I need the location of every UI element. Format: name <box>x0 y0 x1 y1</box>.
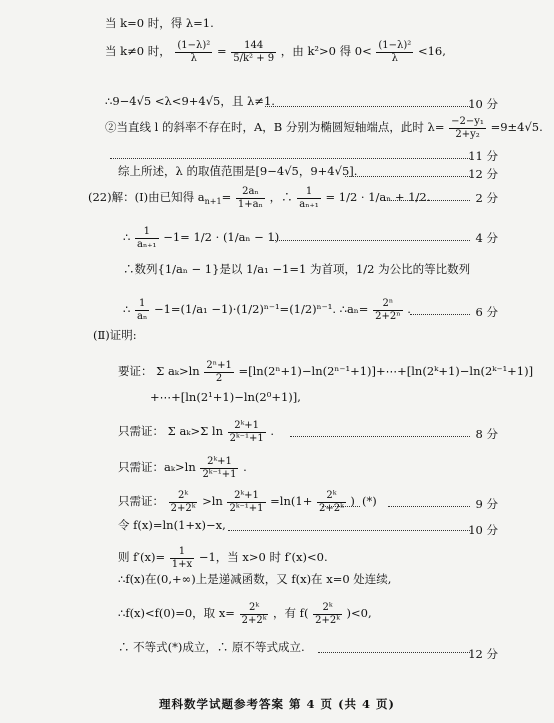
numerator: 2ᵏ <box>313 602 342 615</box>
footer-total: (共 4 页) <box>338 697 395 711</box>
numerator: 144 <box>231 40 276 53</box>
numerator: 1 <box>135 226 159 239</box>
line-slope-undefined <box>105 116 543 140</box>
text: >ln <box>202 494 223 508</box>
denominator: λ <box>391 52 399 64</box>
text: <16, <box>417 44 446 58</box>
numerator: 1 <box>135 298 149 311</box>
denominator: λ <box>190 52 197 64</box>
text: 当 k≠0 时， <box>105 44 171 58</box>
numerator: 2aₙ <box>236 186 265 199</box>
line-k-nonzero <box>105 40 446 64</box>
text: 1/2 · 1/aₙ + 1/2. <box>338 190 431 204</box>
score-2: 2 分 <box>475 191 498 205</box>
subscript: n+1 <box>204 197 222 206</box>
text: 则 f′(x)= <box>118 550 166 564</box>
line-to-prove <box>118 360 533 384</box>
footer-page: 第 4 页 <box>289 697 334 711</box>
leader-dots <box>318 652 470 653</box>
text: =9±4√5. <box>490 120 543 134</box>
score-4: 4 分 <box>475 231 498 245</box>
line-need-prove-3 <box>118 490 355 514</box>
numerator: 1 <box>170 546 194 559</box>
fraction <box>376 40 413 64</box>
numerator: 2ᵏ <box>317 490 346 503</box>
fraction <box>175 40 212 64</box>
score-12: 12 分 <box>468 167 498 181</box>
text: =[ln(2ⁿ+1)−ln(2ⁿ⁻¹+1)]+⋯+[ln(2ᵏ+1)−ln(2ᵏ⁻¹+1)] <box>238 364 534 378</box>
denominator: 2+2ᵏ <box>241 614 267 626</box>
score-9: 9 分 <box>475 497 498 511</box>
text: ，∴ <box>269 190 293 204</box>
denominator: 1+aₙ <box>237 198 263 210</box>
fraction <box>227 490 265 514</box>
text: (22)解：(Ⅰ)由已知得 a <box>88 190 205 204</box>
line-final: ∴ 不等式(*)成立，∴ 原不等式成立. <box>118 640 305 654</box>
text: = <box>221 190 232 204</box>
leader-dots <box>385 200 470 201</box>
numerator: 2ⁿ+1 <box>206 360 232 371</box>
text: −1=(1/a₁ −1)·(1/2)ⁿ⁻¹=(1/2)ⁿ⁻¹. ∴aₙ= <box>153 302 369 316</box>
denominator: aₙ₊₁ <box>136 238 157 250</box>
text: 只需证： <box>118 494 164 508</box>
denominator: 2 <box>215 372 223 384</box>
line-part-2: (Ⅱ)证明: <box>93 328 137 342</box>
fraction <box>169 490 198 514</box>
leader-dots <box>110 158 470 159</box>
denominator: 5/k² + 9 <box>233 52 275 64</box>
fraction <box>373 298 402 322</box>
score-10: 10 分 <box>468 97 498 111</box>
numerator: 2ⁿ <box>373 298 402 311</box>
text: ) <box>350 494 355 508</box>
text: ∴f(x)<f(0)=0，取 x= <box>118 606 235 620</box>
leader-dots <box>388 506 470 507</box>
text: = <box>216 44 227 58</box>
score-8: 8 分 <box>475 427 498 441</box>
line-k-zero: 当 k=0 时，得 λ=1. <box>105 16 214 30</box>
line-need-prove-2 <box>118 456 247 480</box>
text: 只需证： <box>118 424 164 438</box>
text: ，由 k²>0 得 0< <box>280 44 372 58</box>
text: ②当直线 l 的斜率不存在时，A，B 分别为椭圆短轴端点，此时 λ= <box>105 120 445 134</box>
denominator: 1+x <box>171 558 193 570</box>
line-conclusion: 综上所述，λ 的取值范围是[9−4√5，9+4√5]. <box>118 164 358 178</box>
text: . <box>270 424 275 438</box>
denominator: 2+2ⁿ <box>375 310 401 322</box>
sum-expression: Σ aₖ>ln <box>156 364 200 378</box>
denominator: 2+2ᵏ <box>315 614 340 626</box>
fraction <box>135 298 149 322</box>
line-general-term <box>123 298 411 322</box>
star-tag: (*) <box>362 494 377 508</box>
text: = <box>325 190 336 204</box>
fraction <box>204 360 233 384</box>
numerator: 2ᵏ <box>240 602 269 615</box>
fraction <box>236 186 265 210</box>
score-6: 6 分 <box>475 305 498 319</box>
text: ∴ <box>123 302 131 316</box>
denominator: aₙ <box>136 310 148 322</box>
fraction <box>228 420 266 444</box>
fraction <box>135 226 159 250</box>
numerator: (1−λ)² <box>378 40 412 51</box>
text: 只需证：aₖ>ln <box>118 460 196 474</box>
numerator: 1 <box>297 186 321 199</box>
text: ∴ <box>123 230 131 244</box>
denominator: 2+2ᵏ <box>170 502 196 514</box>
denominator: 2ᵏ⁻¹+1 <box>229 502 264 514</box>
fraction <box>231 40 276 64</box>
text: 1/2 · (1/aₙ − 1) <box>193 230 280 244</box>
denominator: aₙ₊₁ <box>299 198 319 210</box>
line-telescoping: +⋯+[ln(2¹+1)−ln(2⁰+1)], <box>150 390 301 404</box>
numerator: −2−y₁ <box>451 116 484 127</box>
line-recurrence <box>123 226 279 250</box>
leader-dots <box>228 530 470 531</box>
leader-dots <box>410 314 470 315</box>
fraction <box>449 116 486 140</box>
fraction <box>313 602 342 626</box>
leader-dots <box>322 506 360 507</box>
line-derivative <box>118 546 328 570</box>
denominator: 2+y₂ <box>455 128 480 140</box>
numerator: 2ᵏ+1 <box>227 490 265 503</box>
line-need-prove-1 <box>118 420 274 444</box>
fraction <box>297 186 321 210</box>
denominator: 2ᵏ⁻¹+1 <box>229 432 264 444</box>
leader-dots <box>265 106 470 107</box>
footer-title: 理科数学试题参考答案 <box>159 697 285 711</box>
line-decreasing: ∴f(x)在(0,+∞)上是递减函数，又 f(x)在 x=0 处连续, <box>118 572 392 586</box>
fraction <box>317 490 346 514</box>
line-substitute <box>118 602 372 626</box>
text: −1= <box>163 230 190 244</box>
text: =ln(1+ <box>270 494 313 508</box>
line-problem-22 <box>88 186 430 210</box>
leader-dots <box>290 436 470 437</box>
numerator: 2ᵏ <box>169 490 198 503</box>
page-footer <box>0 696 554 712</box>
denominator: 2+2ᵏ <box>319 502 344 514</box>
score-11: 11 分 <box>468 149 498 163</box>
leader-dots <box>345 176 470 177</box>
line-geometric-sequence: ∴数列{1/aₙ − 1}是以 1/a₁ −1=1 为首项，1/2 为公比的等比数列 <box>123 262 471 276</box>
text: −1，当 x>0 时 f′(x)<0. <box>198 550 328 564</box>
line-lambda-range: ∴9−4√5 <λ<9+4√5，且 λ≠1. <box>105 94 275 108</box>
fraction <box>170 546 194 570</box>
text: . <box>243 460 247 474</box>
fraction <box>240 602 269 626</box>
score-12b: 12 分 <box>468 647 498 661</box>
text: )<0, <box>346 606 372 620</box>
score-10b: 10 分 <box>468 523 498 537</box>
numerator: 2ᵏ+1 <box>228 420 266 433</box>
fraction <box>200 456 238 480</box>
text: ，有 f( <box>273 606 309 620</box>
line-define-f: 令 f(x)=ln(1+x)−x, <box>118 518 226 532</box>
text: . <box>407 302 411 316</box>
numerator: 2ᵏ+1 <box>200 456 238 469</box>
sum-expression: Σ aₖ>Σ ln <box>167 424 223 438</box>
text: 要证： <box>118 364 153 378</box>
numerator: (1−λ)² <box>177 40 211 51</box>
leader-dots <box>272 240 470 241</box>
denominator: 2ᵏ⁻¹+1 <box>202 468 237 480</box>
